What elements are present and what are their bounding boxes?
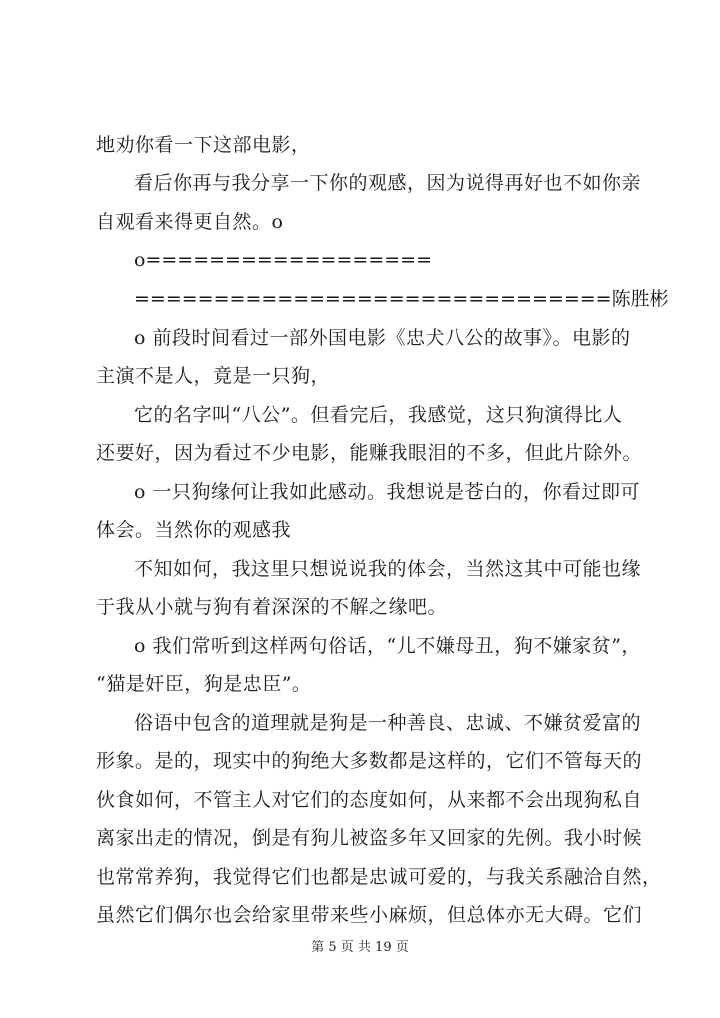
text-line: 也常常养狗，我觉得它们也都是忠诚可爱的，与我关系融洽自然， [96,866,662,888]
text-line: 于我从小就与狗有着深深的不解之缘吧。 [96,596,448,618]
text-line: 它的名字叫“八公”。但看完后，我感觉，这只狗演得比人 [134,404,623,426]
text-line: o 前段时间看过一部外国电影《忠犬八公的故事》。电影的 [134,327,631,349]
text-line: 看后你再与我分享一下你的观感，因为说得再好也不如你亲 [134,172,642,194]
text-line: o 一只狗缘何让我如此感动。我想说是苍白的，你看过即可 [134,481,640,503]
text-line: 自观看来得更自然。o [96,211,284,233]
text-line: 离家出走的情况，倒是有狗儿被盗多年又回家的先例。我小时候 [96,827,643,849]
text-line: 还要好，因为看过不少电影，能赚我眼泪的不多，但此片除外。 [96,442,643,464]
text-line: 体会。当然你的观感我 [96,519,292,541]
text-line: 不知如何，我这里只想说说我的体会，当然这其中可能也缘 [134,558,642,580]
text-line: 伙食如何，不管主人对它们的态度如何，从来都不会出现狗私自 [96,789,643,811]
text-line: o 我们常听到这样两句俗话，“儿不嫌母丑，狗不嫌家贫”， [134,635,641,657]
author-line: ==============================陈胜彬 [134,288,669,310]
text-line: 俗语中包含的道理就是狗是一种善良、忠诚、不嫌贫爱富的 [134,712,642,734]
separator-line: o================== [134,249,432,271]
page-number-footer: 第 5 页 共 19 页 [311,940,409,955]
text-line: 形象。是的，现实中的狗绝大多数都是这样的，它们不管每天的 [96,750,643,772]
text-line: 虽然它们偶尔也会给家里带来些小麻烦，但总体亦无大碍。它们 [96,904,643,926]
text-line: 地劝你看一下这部电影， [96,134,311,156]
text-line: “猫是奸臣，狗是忠臣”。 [96,673,312,695]
text-line: 主演不是人，竟是一只狗， [96,365,331,387]
